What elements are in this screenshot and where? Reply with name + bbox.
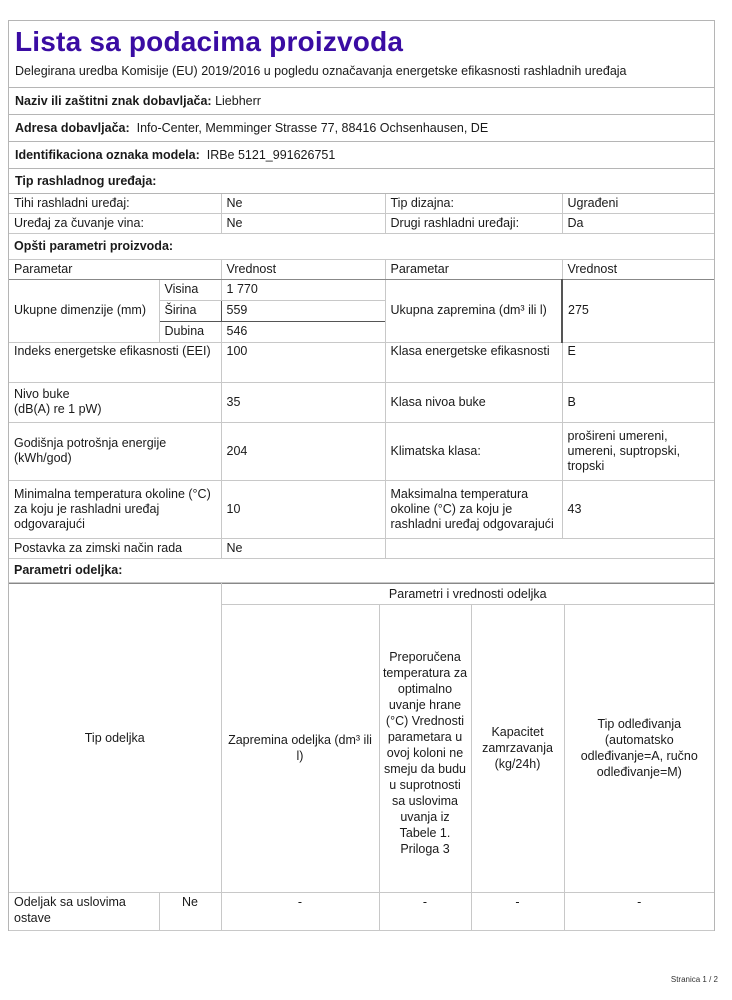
wine-storage-value: Ne: [221, 213, 385, 233]
total-volume-value: 275: [562, 279, 714, 342]
col-header-compartment-type: Tip odeljka: [9, 583, 221, 892]
noise-class-value: B: [562, 382, 714, 422]
noise-class-label: Klasa nivoa buke: [385, 382, 562, 422]
product-data-sheet: [8, 20, 715, 931]
max-temp-value: 43: [562, 480, 714, 538]
appliance-type-heading: Tip rashladnog uređaja:: [9, 169, 714, 194]
compartment-freezing-capacity: -: [471, 892, 564, 930]
dimensions-label: Ukupne dimenzije (mm): [9, 279, 159, 342]
table-row: [9, 213, 714, 233]
supplier-address-value: Info-Center, Memminger Strasse 77, 88416 Ochsenhausen, DE: [136, 121, 489, 135]
table-row: [9, 583, 714, 604]
table-row: [9, 558, 714, 582]
page-title: Lista sa podacima proizvoda: [15, 26, 404, 57]
table-row: [9, 892, 714, 930]
compartment-present: Ne: [159, 892, 221, 930]
climate-class-label: Klimatska klasa:: [385, 422, 562, 480]
winter-mode-value: Ne: [221, 538, 385, 558]
col-header-value: Vrednost: [221, 259, 385, 279]
other-appliance-value: Da: [562, 213, 714, 233]
col-header-defrost-type: Tip odleđivanja (automatsko odleđivanje=A, ručno odleđivanje=M): [564, 604, 714, 892]
min-temp-label: Minimalna temperatura okoline (°C) za koju je rashladni uređaj odgovarajući: [9, 480, 221, 538]
compartment-params-heading: Parametri odeljka:: [9, 558, 714, 582]
table-row: [9, 279, 714, 300]
noise-label-line2: (dB(A) re 1 pW): [14, 402, 102, 416]
annual-energy-label: Godišnja potrošnja energije (kWh/god): [9, 422, 221, 480]
col-header-value-2: Vrednost: [562, 259, 714, 279]
col-header-volume: Zapremina odeljka (dm³ ili l): [221, 604, 379, 892]
total-volume-label: Ukupna zapremina (dm³ ili l): [385, 279, 562, 342]
model-id-row: [9, 142, 714, 169]
supplier-name-row: [9, 88, 714, 115]
quiet-appliance-label: Tihi rashladni uređaj:: [9, 194, 221, 213]
col-header-temperature: Preporučena temperatura za optimalno uvanje hrane (°C) Vrednosti parametara u ovoj koloni ne smeju da budu u suprotnosti sa uslovima uvanja iz Tabele 1. Priloga 3: [379, 604, 471, 892]
max-temp-label: Maksimalna temperatura okoline (°C) za koju je rashladni uređaj odgovarajući: [385, 480, 562, 538]
other-appliance-label: Drugi rashladni uređaji:: [385, 213, 562, 233]
width-label: Širina: [159, 300, 221, 321]
table-row: [9, 194, 714, 213]
compartment-table: [9, 583, 714, 931]
climate-class-value: prošireni umereni, umereni, suptropski, tropski: [562, 422, 714, 480]
height-value: 1 770: [221, 279, 385, 300]
col-header-param-2: Parametar: [385, 259, 562, 279]
general-params-heading: Opšti parametri proizvoda:: [9, 233, 714, 259]
table-row: [9, 422, 714, 480]
min-temp-value: 10: [221, 480, 385, 538]
table-row: [9, 233, 714, 259]
energy-class-value: E: [562, 342, 714, 382]
design-type-value: Ugrađeni: [562, 194, 714, 213]
depth-label: Dubina: [159, 321, 221, 342]
table-row: [9, 538, 714, 558]
table-header-row: [9, 259, 714, 279]
eei-label: Indeks energetske efikasnosti (EEI): [9, 342, 221, 382]
noise-value: 35: [221, 382, 385, 422]
table-row: [9, 480, 714, 538]
noise-label: [9, 382, 221, 422]
quiet-appliance-value: Ne: [221, 194, 385, 213]
wine-storage-label: Uređaj za čuvanje vina:: [9, 213, 221, 233]
regulation-subtitle: Delegirana uredba Komisije (EU) 2019/2016 u pogledu označavanja energetske efikasnosti rashladnih uređaja: [9, 59, 714, 88]
supplier-name-value: Liebherr: [215, 94, 261, 108]
model-id-value: IRBe 5121_991626751: [206, 148, 336, 162]
height-label: Visina: [159, 279, 221, 300]
compartment-type: Odeljak sa uslovima ostave: [9, 892, 159, 930]
table-row: [9, 382, 714, 422]
page-number: Stranica 1 / 2: [670, 975, 718, 984]
compartment-volume: -: [221, 892, 379, 930]
model-id-label: Identifikaciona oznaka modela:: [15, 148, 200, 162]
depth-value: 546: [221, 321, 385, 342]
winter-mode-label: Postavka za zimski način rada: [9, 538, 221, 558]
table-row: [9, 342, 714, 382]
col-header-freezing-capacity: Kapacitet zamrzavanja (kg/24h): [471, 604, 564, 892]
annual-energy-value: 204: [221, 422, 385, 480]
supplier-address-row: [9, 115, 714, 142]
empty-cell: [385, 538, 714, 558]
eei-value: 100: [221, 342, 385, 382]
noise-label-line1: Nivo buke: [14, 387, 70, 401]
supplier-name-label: Naziv ili zaštitni znak dobavljača:: [15, 94, 212, 108]
col-header-group: Parametri i vrednosti odeljka: [221, 583, 714, 604]
energy-class-label: Klasa energetske efikasnosti: [385, 342, 562, 382]
design-type-label: Tip dizajna:: [385, 194, 562, 213]
width-value: 559: [221, 300, 385, 321]
compartment-temperature: -: [379, 892, 471, 930]
compartment-defrost-type: -: [564, 892, 714, 930]
supplier-address-label: Adresa dobavljača:: [15, 121, 130, 135]
col-header-param: Parametar: [9, 259, 221, 279]
general-params-table: [9, 194, 714, 583]
